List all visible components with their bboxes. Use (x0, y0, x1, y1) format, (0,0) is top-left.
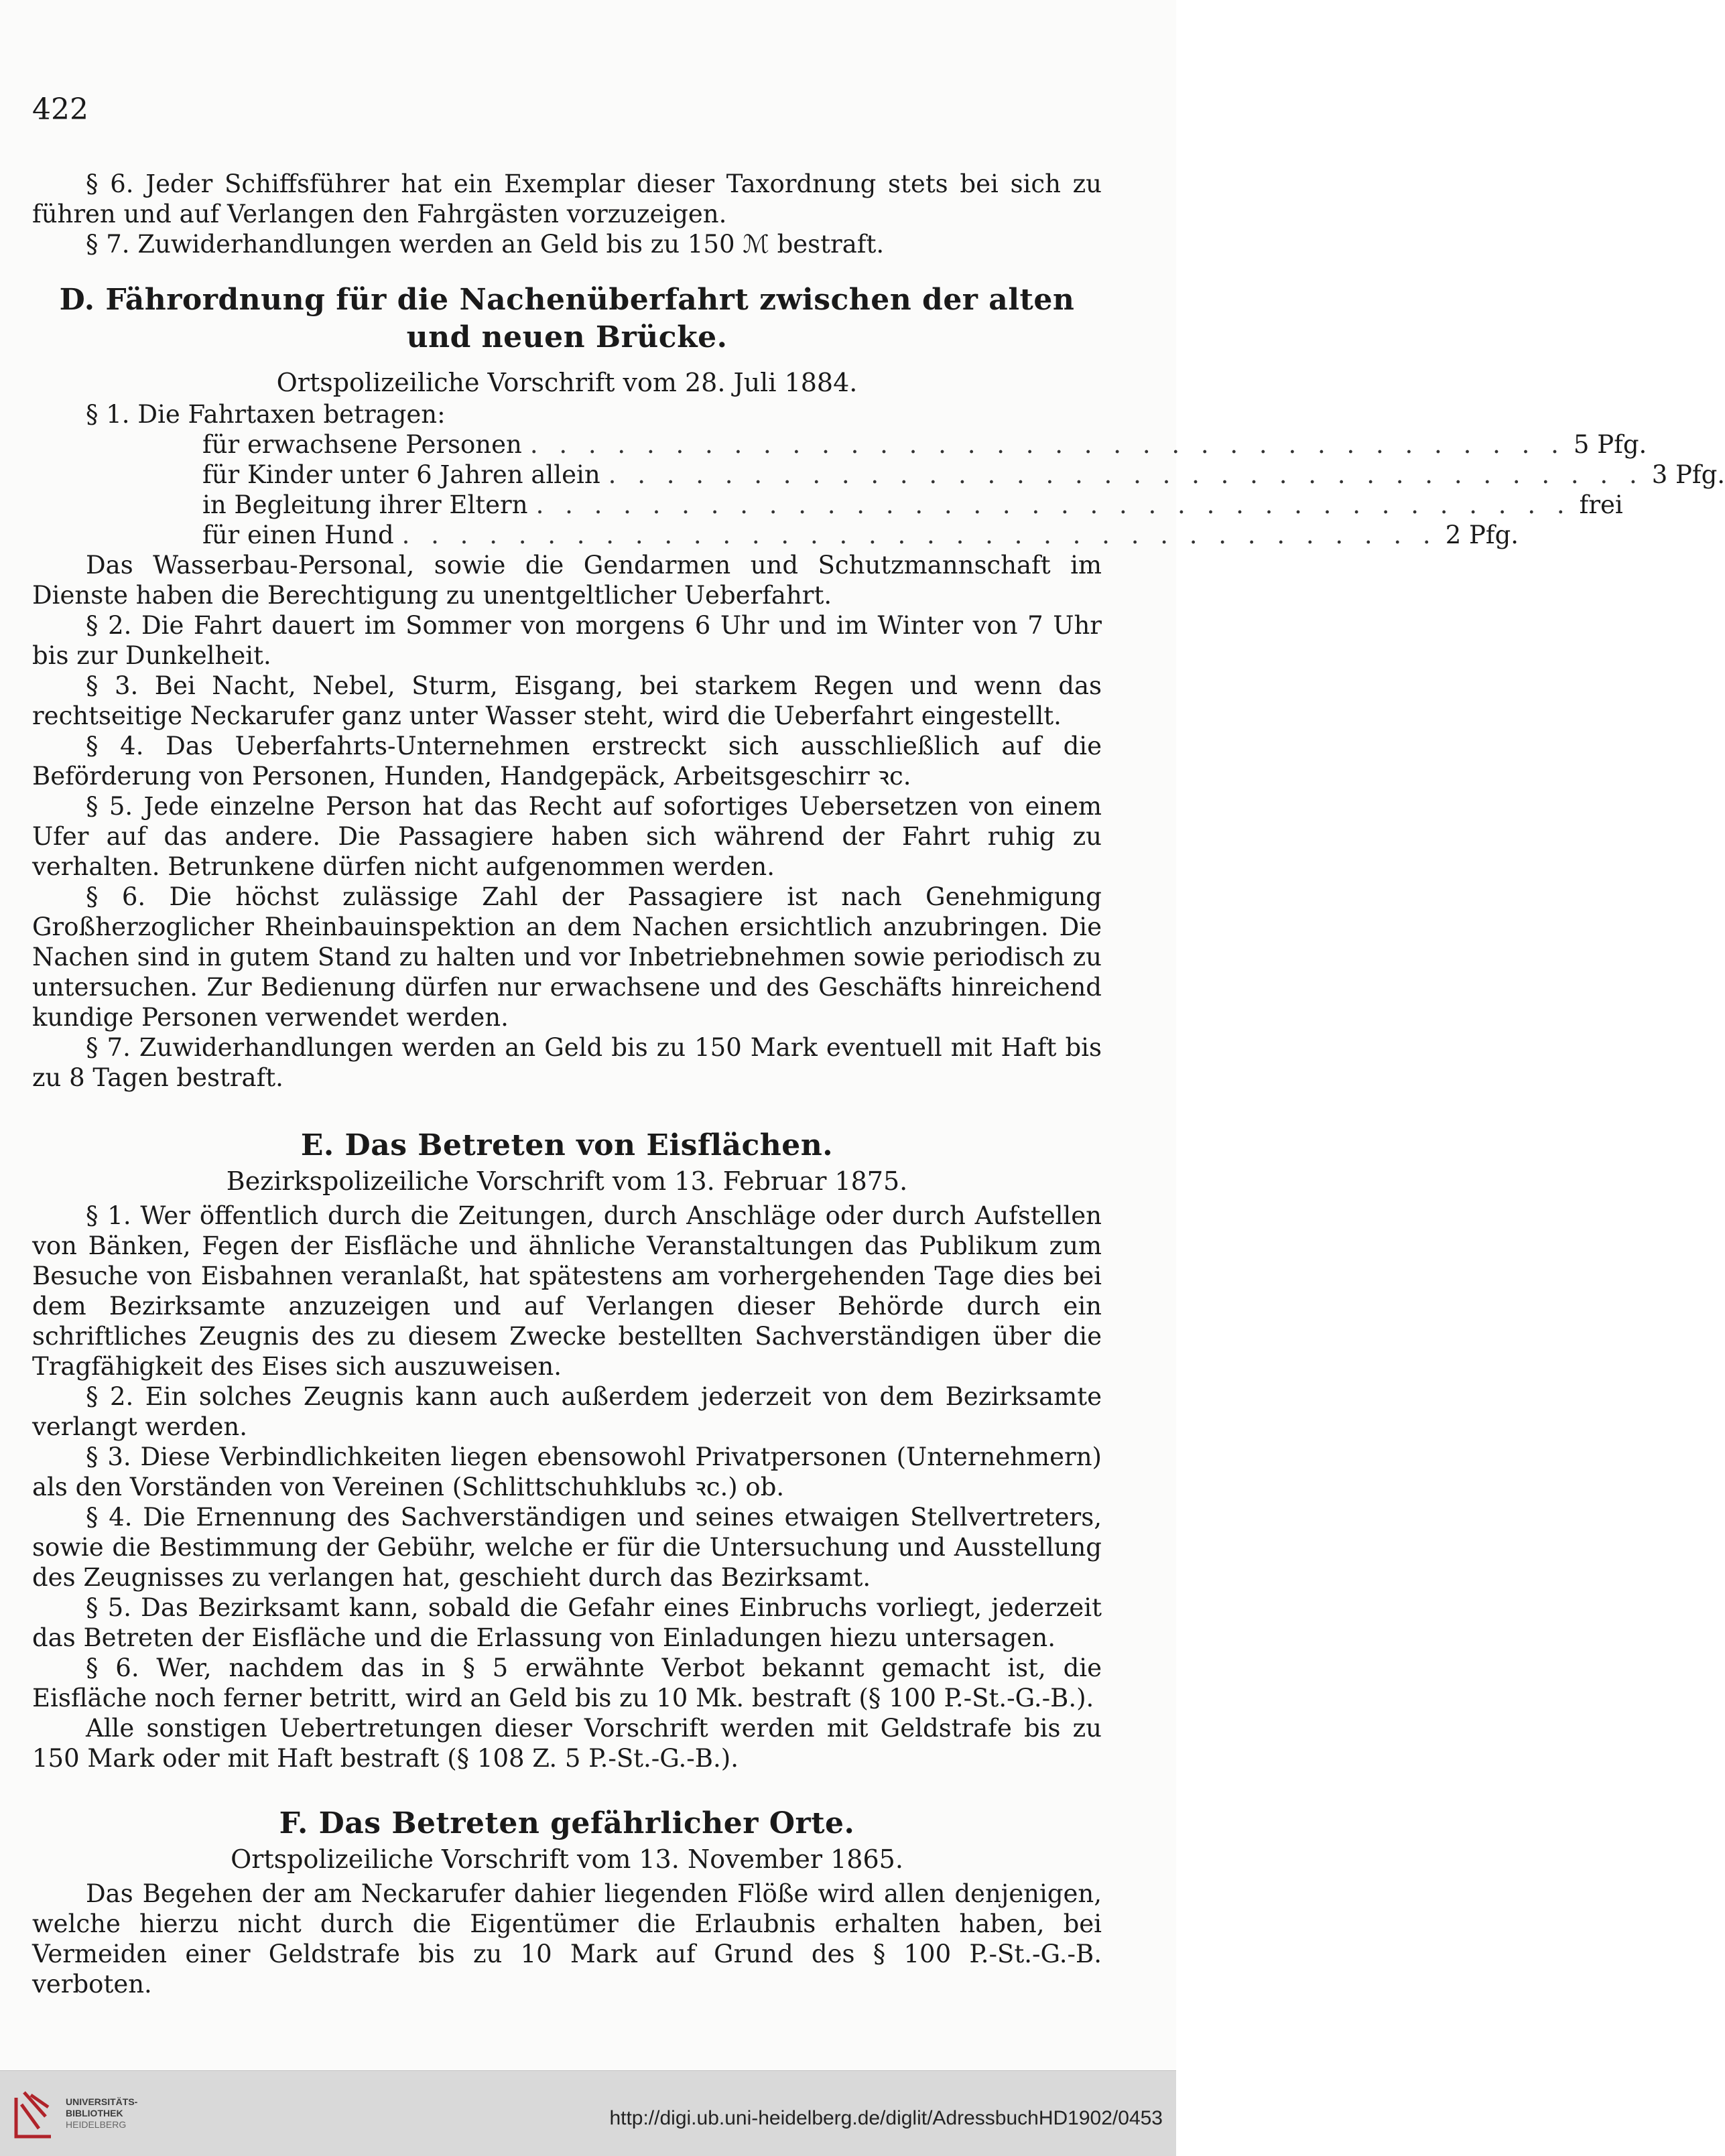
fare-row (202, 520, 1519, 550)
paragraph-d7: § 7. Zuwiderhandlungen werden an Geld bis zu 150 Mark eventuell mit Haft bis zu 8 Tagen bestraft. (32, 1033, 1102, 1092)
paragraph-f1: Das Begehen der am Neckarufer dahier liegenden Flöße wird allen denjenigen, welche hierzu nicht durch die Eigentümer die Erlaubnis erhalten haben, bei Vermeiden einer Geldstrafe bis zu 10 Mark auf Grund des § 100 P.-St.-G.-B. verboten. (32, 1879, 1102, 1999)
paragraph-d5: § 5. Jede einzelne Person hat das Recht auf sofortiges Uebersetzen von einem Ufer auf das andere. Die Passagiere haben sich während der Fahrt ruhig zu verhalten. Betrunkene dürfen nicht aufgenommen werden. (32, 792, 1102, 881)
paragraph-d6: § 6. Die höchst zulässige Zahl der Passagiere ist nach Genehmigung Großherzoglicher Rheinbauinspektion an dem Nachen ersichtlich anzubringen. Die Nachen sind in gutem Stand zu halten und vor Inbetriebnehmen sowie periodisch zu untersuchen. Zur Bedienung dürfen nur erwachsene und des Geschäfts hinreichend kundige Personen verwendet werden. (32, 882, 1102, 1032)
logo-line: UNIVERSITÄTS- (66, 2096, 138, 2107)
section-f (32, 1805, 1102, 1999)
paragraph-d2: § 2. Die Fahrt dauert im Sommer von morgens 6 Uhr und im Winter von 7 Uhr bis zur Dunkelheit. (32, 611, 1102, 670)
paragraph-c6: § 6. Jeder Schiffsführer hat ein Exemplar dieser Taxordnung stets bei sich zu führen und auf Verlangen den Fahrgästen vorzuzeigen. (32, 170, 1102, 228)
fare-price: frei (1579, 490, 1623, 519)
paragraph-d1-after: Das Wasserbau-Personal, sowie die Gendarmen und Schutzmannschaft im Dienste haben die Berechtigung zu unentgeltlicher Ueberfahrt. (32, 551, 1102, 610)
fare-row (202, 460, 1725, 490)
paragraph-e5: § 5. Das Bezirksamt kann, sobald die Gefahr eines Einbruchs vorliegt, jederzeit das Betreten der Eisfläche und die Erlassung von Einladungen hiezu untersagen. (32, 1593, 1102, 1652)
fare-price: 2 Pfg. (1445, 521, 1519, 549)
section-d-heading: D. Fährordnung für die Nachenüberfahrt zwischen der alten und neuen Brücke. (59, 283, 1075, 354)
fare-price: 3 Pfg. (1651, 460, 1725, 489)
fare-label: für einen Hund (202, 521, 394, 549)
library-logo-text (66, 2096, 137, 2131)
paragraph-e6: § 6. Wer, nachdem das in § 5 erwähnte Verbot bekannt gemacht ist, die Eisfläche noch ferner betritt, wird an Geld bis zu 10 Mk. bestraft (§ 100 P.-St.-G.-B.). (32, 1654, 1102, 1712)
library-logo-icon (12, 2090, 55, 2143)
section-d-subheading: Ortspolizeiliche Vorschrift vom 28. Juli 1884. (276, 368, 858, 397)
paragraph-d3: § 3. Bei Nacht, Nebel, Sturm, Eisgang, bei starkem Regen und wenn das rechtseitige Neckarufer ganz unter Wasser steht, wird die Ueberfahrt eingestellt. (32, 671, 1102, 730)
paragraph-c7: § 7. Zuwiderhandlungen werden an Geld bis zu 150 ℳ bestraft. (86, 230, 885, 259)
paragraph-e3: § 3. Diese Verbindlichkeiten liegen ebensowohl Privatpersonen (Unternehmern) als den Vorständen von Vereinen (Schlittschuhklubs ꝛc.) ob. (32, 1442, 1102, 1501)
paragraph-e2: § 2. Ein solches Zeugnis kann auch außerdem jederzeit von dem Bezirksamte verlangt werden. (32, 1382, 1102, 1441)
page-number: 422 (32, 92, 88, 127)
section-e (32, 1127, 1102, 1773)
leader-dots: . . . . . . . . . . . . . . . . . . . . . . . . . . . . . . . . . . . . (401, 521, 1438, 549)
section-f-heading: F. Das Betreten gefährlicher Orte. (279, 1806, 855, 1840)
leader-dots: . . . . . . . . . . . . . . . . . . . . . . . . . . . . . . . . . . . . (529, 430, 1566, 459)
paragraph-d1-intro: § 1. Die Fahrtaxen betragen: (86, 400, 446, 429)
fare-label: für Kinder unter 6 Jahren allein (202, 460, 600, 489)
fare-row (202, 490, 1623, 520)
fare-label: in Begleitung ihrer Eltern (202, 490, 528, 519)
paragraph-e7: Alle sonstigen Uebertretungen dieser Vorschrift werden mit Geldstrafe bis zu 150 Mark oder mit Haft bestraft (§ 108 Z. 5 P.-St.-G.-B.). (32, 1714, 1102, 1773)
logo-line: BIBLIOTHEK (66, 2108, 123, 2118)
paragraph-e4: § 4. Die Ernennung des Sachverständigen und seines etwaigen Stellvertreters, sowie die Bestimmung der Gebühr, welche er für die Untersuchung und Ausstellung des Zeugnisses zu verlangen hat, geschieht durch das Bezirksamt. (32, 1503, 1102, 1592)
paragraph-d4: § 4. Das Ueberfahrts-Unternehmen erstreckt sich ausschließlich auf die Beförderung von Personen, Hunden, Handgepäck, Arbeitsgeschirr ꝛc. (32, 732, 1102, 791)
section-f-subheading: Ortspolizeiliche Vorschrift vom 13. November 1865. (231, 1844, 903, 1874)
fare-row (202, 429, 1647, 460)
paragraph-e1: § 1. Wer öffentlich durch die Zeitungen, durch Anschläge oder durch Aufstellen von Bänken, Fegen der Eisfläche und ähnliche Veranstaltungen das Publikum zum Besuche von Eisbahnen veranlaßt, hat spätestens am vorhergehenden Tage dies bei dem Bezirksamte anzuzeigen und auf Verlangen dieser Behörde durch ein schriftliches Zeugnis des zu diesem Zwecke bestellten Sachverständigen über die Tragfähigkeit des Eises sich auszuweisen. (32, 1201, 1102, 1381)
leader-dots: . . . . . . . . . . . . . . . . . . . . . . . . . . . . . . . . . . . . (535, 490, 1572, 519)
fare-price: 5 Pfg. (1573, 430, 1647, 459)
fare-label: für erwachsene Personen (202, 430, 522, 459)
fare-table (202, 429, 1725, 550)
footer-bar (0, 2070, 1176, 2156)
section-d (32, 281, 1725, 1093)
section-e-subheading: Bezirkspolizeiliche Vorschrift vom 13. Februar 1875. (226, 1166, 908, 1196)
logo-line: HEIDELBERG (66, 2119, 127, 2130)
leader-dots: . . . . . . . . . . . . . . . . . . . . . . . . . . . . . . . . . . . . (608, 460, 1644, 489)
source-url-link[interactable]: http://digi.ub.uni-heidelberg.de/diglit/AdressbuchHD1902/0453 (609, 2107, 1163, 2129)
section-e-heading: E. Das Betreten von Eisflächen. (300, 1128, 834, 1162)
section-c-end (32, 169, 1102, 259)
